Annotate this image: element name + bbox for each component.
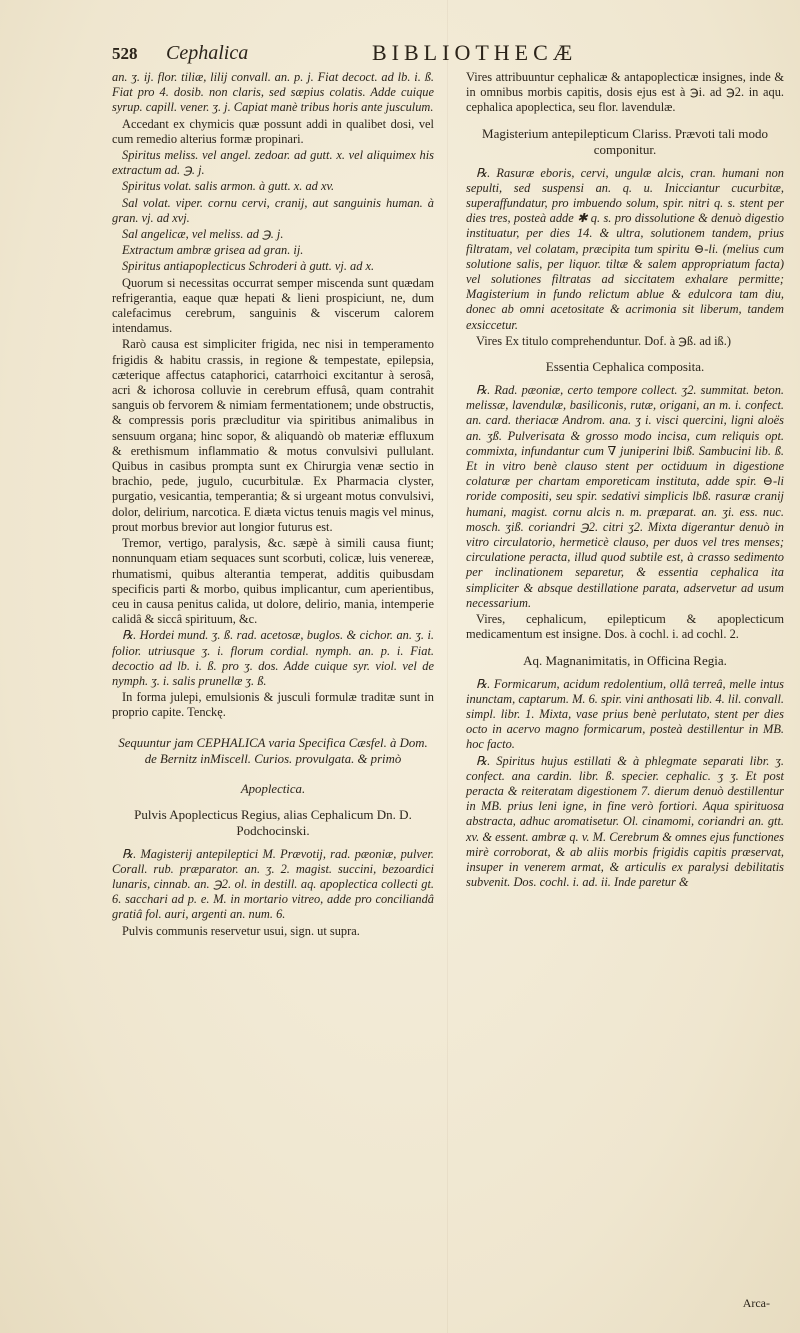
text-paragraph: Accedant ex chymicis quæ possunt addi in qualibet dosi, vel cum remedio alterius formæ propinari. (112, 116, 434, 146)
recipe-paragraph: Sal angelicæ, vel meliss. ad ℈. j. (122, 227, 284, 242)
recipe-paragraph: ℞. Magisterij antepileptici M. Prævotij, rad. pæoniæ, pulver. Corall. rub. præparator. an. ʒ. 2. magist. succini, bezoardici lunaris, cinnab. an. ℈2. ol. in destill. aq. apoplectica collecti gt. 6. sacchari ad p. e. M. in mortario vitreo, adde pro conciliandâ gratiâ fol. auri, argenti an. num. 6. (112, 846, 434, 922)
recipe-paragraph: Extractum ambræ grisea ad gran. ij. (122, 243, 304, 258)
recipe-paragraph: Spiritus meliss. vel angel. zedoar. ad gutt. x. vel aliquimex his extractum ad. ℈. j. (112, 148, 434, 178)
page-number: 528 (112, 44, 138, 63)
recipe-paragraph: ℞. Formicarum, acidum redolentium, ollâ terreâ, melle intus inunctam, captarum. M. 6. spir. vini anthosati lib. 4. lil. convall. simpl. libr. 1. Mixta, vase prius benè perlutato, stent per dies octo in acervo magno formicarum, posteà destillentur in MB. hoc facto. (466, 676, 784, 752)
section-heading: Magisterium antepilepticum Clariss. Prævoti tali modo componitur. (482, 125, 768, 157)
running-title: BIBLIOTHECÆ (372, 40, 578, 65)
page-header (112, 40, 770, 70)
subsection-heading: Apoplectica. (240, 781, 306, 796)
text-paragraph: Rarò causa est simpliciter frigida, nec nisi in temperamento frigidis & habitu crassis, in regione & tempestate, epilepsia, cæterique affectus cataphorici, catarrhoici excitantur à serosâ, acri & ichorosa colluvie in cerebrum effusâ, quam contrahit sanguis ob fervorem & nimiam fermentationem; unde obstructis, & compressis poris præcluditur via spiritibus animalibus in sensuum organa; hinc sopor, & aliquandò ob materiæ effluxum & erethismum inflammatio & motus convulsivi pullulant. Quibus in casibus prompta sunt ex Chirurgia venæ sectio in brachio, pede, jugulo, cucurbitulæ. Ex Pharmacia clyster, purgatio, vesicantia, temperantia; & si urgeant motus convulsivi, dolor, delirium, narcotica. E diæta victus tenuis magis vel minus, prout morbus brevior aut longior futurus est. (112, 337, 434, 534)
section-heading: Aq. Magnanimitatis, in Officina Regia. (523, 652, 727, 668)
recipe-paragraph: an. ʒ. ij. flor. tiliæ, lilij convall. an. p. j. Fiat decoct. ad lb. i. ß. Fiat pro 4. dosib. non claris, sed sæpius colatis. Adde cuique syrup. capill. vener. ʒ. j. Capiat manè tribus horis ante jusculum. (112, 70, 434, 115)
text-paragraph: In forma julepi, emulsionis & jusculi formulæ traditæ sunt in proprio capite. Tenckę. (112, 690, 434, 720)
recipe-paragraph: ℞. Rad. pæoniæ, certo tempore collect. ʒ2. summitat. beton. melissæ, lavendulæ, basiliconis, rutæ, origani, an m. i. confect. an. card. theriacæ Androm. ana. ʒ i. visci quercini, ligni aloës an. ʒß. Pulverisata & grosso modo incisa, cum reliquis opt. commixta, infundantur cum ∇ juniperini lbiß. Sambucini lib. ß. Et in vitro benè clauso stent per octiduum in digestione colaturæ per chartam emporeticam instituta, adde spir. ⊖-li roride compositi, seu spir. sedativi simplicis lbß. rasuræ cranij humani, magist. cornu alcis n. m. præparat. an. ʒi. ess. nuc. mosch. ʒiß. coriandri ℈2. citri ʒ2. Mixta digerantur denuò in vitro circulatorio, hermeticè clauso, per duos vel tres menses; circulatione peracta, illud quod subtile est, à crasso sedimento per inclinationem separetur, & essentia cephalica ita simpliciter & absque destillatione parata, adservetur ad usum necessarium. (466, 383, 784, 610)
recipe-paragraph: ℞. Spiritus hujus estillati & à phlegmate separati libr. ʒ. confect. ana cardin. libr. ß. specier. cephalic. ʒ ʒ. Et post peracta & reiteratam digestionem 7. dierum denuò destillentur in MB. prius leni igne, in fine verò fortiori. Aqua spirituosa abstracta, adhuc aromatisetur. Ol. cinamomi, coriandri an. gtt. xv. & essent. ambræ q. v. M. Cerebrum & omnes ejus functiones mirè corroborat, & ab aliis morbis frigidis capitis præservat, insuper in venerem armat, & articulis ex paralysi debilitatis subvenit. Dos. cochl. i. ad. ii. Inde paretur & (466, 753, 784, 890)
gutter-shadow (447, 0, 448, 1333)
left-column (112, 70, 434, 940)
recipe-paragraph: Spiritus antiapoplecticus Schroderi à gutt. vj. ad x. (122, 259, 375, 274)
right-column (466, 70, 784, 891)
recipe-paragraph: ℞. Hordei mund. ʒ. ß. rad. acetosæ, buglos. & cichor. an. ʒ. i. folior. utriusque ʒ. i. florum cordial. nymph. an. p. i. Fiat. decoctio ad lb. i. ß. pro ʒ. dos. Adde cuique syr. viol. vel de nymph. ʒ. i. salis prunellæ ʒ. ß. (112, 628, 434, 688)
text-paragraph: Vires, cephalicum, epilepticum & apoplecticum medicamentum est insigne. Dos. à cochl. i. ad cochl. 2. (466, 612, 784, 642)
subsection-heading: Sequuntur jam CEPHALICA varia Specifica Cæsfel. à Dom. de Bernitz inMiscell. Curios. provulgata. & primò (118, 735, 428, 766)
text-paragraph: Vires attribuuntur cephalicæ & antapoplecticæ insignes, inde & in omnibus morbis capitis, dosis ejus est à ℈i. ad ℈2. in aqu. cephalica apoplectica, seu flor. lavendulæ. (466, 70, 784, 115)
section-title: Cephalica (166, 42, 249, 64)
catchword: Arca- (742, 1296, 770, 1310)
recipe-paragraph: Spiritus volat. salis armon. à gutt. x. ad xv. (122, 179, 335, 194)
recipe-paragraph: ℞. Rasuræ eboris, cervi, ungulæ alcis, cran. humani non sepulti, sed suspensi an. q. u. Inicciantur cucurbitæ, superaffundatur, pro imbuendo solum, spir. nitri q. s. stent per dies tres, posteà adde ✱ q. s. pro dissolutione & denuò digestio instituatur, per dies 14. & ultra, solutionem tandem, prius filtratam, vel colatam, præcipita tum spiritu ⊖-li. (melius cum solutione salis, per liquor. tiltæ & salem appropriatum facta) vel solutiones filtratas ad siccitatem exhalare permitte; Magisterium in fundo relictum ablue & edulcora tam diu, donec ab omni acetositate & acrimonia sit liberum, tandem exsiccetur. (466, 165, 784, 332)
section-heading: Essentia Cephalica composita. (545, 359, 705, 375)
text-paragraph: Pulvis communis reservetur usui, sign. ut supra. (122, 923, 360, 938)
text-paragraph: Vires Ex titulo comprehenduntur. Dof. à ℈ß. ad iß.) (476, 333, 731, 348)
section-heading: Pulvis Apoplecticus Regius, alias Cephalicum Dn. D. Podchocinski. (134, 806, 412, 838)
recipe-paragraph: Sal volat. viper. cornu cervi, cranij, aut sanguinis human. à gran. vj. ad xvj. (112, 195, 434, 225)
text-paragraph: Quorum si necessitas occurrat semper miscenda sunt quædam refrigerantia, eaque quæ hepati & lieni prospiciunt, ne, dum calefacimus cerebrum, sanguinis & viscerum calorem intendamus. (112, 275, 434, 336)
text-paragraph: Tremor, vertigo, paralysis, &c. sæpè à simili causa fiunt; nonnunquam etiam sequaces sunt scorbuti, colicæ, luis venereæ, rhumatismi, quibus alterantia temperat, additis quibusdam specificis parti & morbo, quibus implicantur, cum aperientibus, ceu in causa penitus calida, ut dolore, delirio, mania, intemperie calidâ & siccâ spirituum, &c. (112, 536, 434, 627)
